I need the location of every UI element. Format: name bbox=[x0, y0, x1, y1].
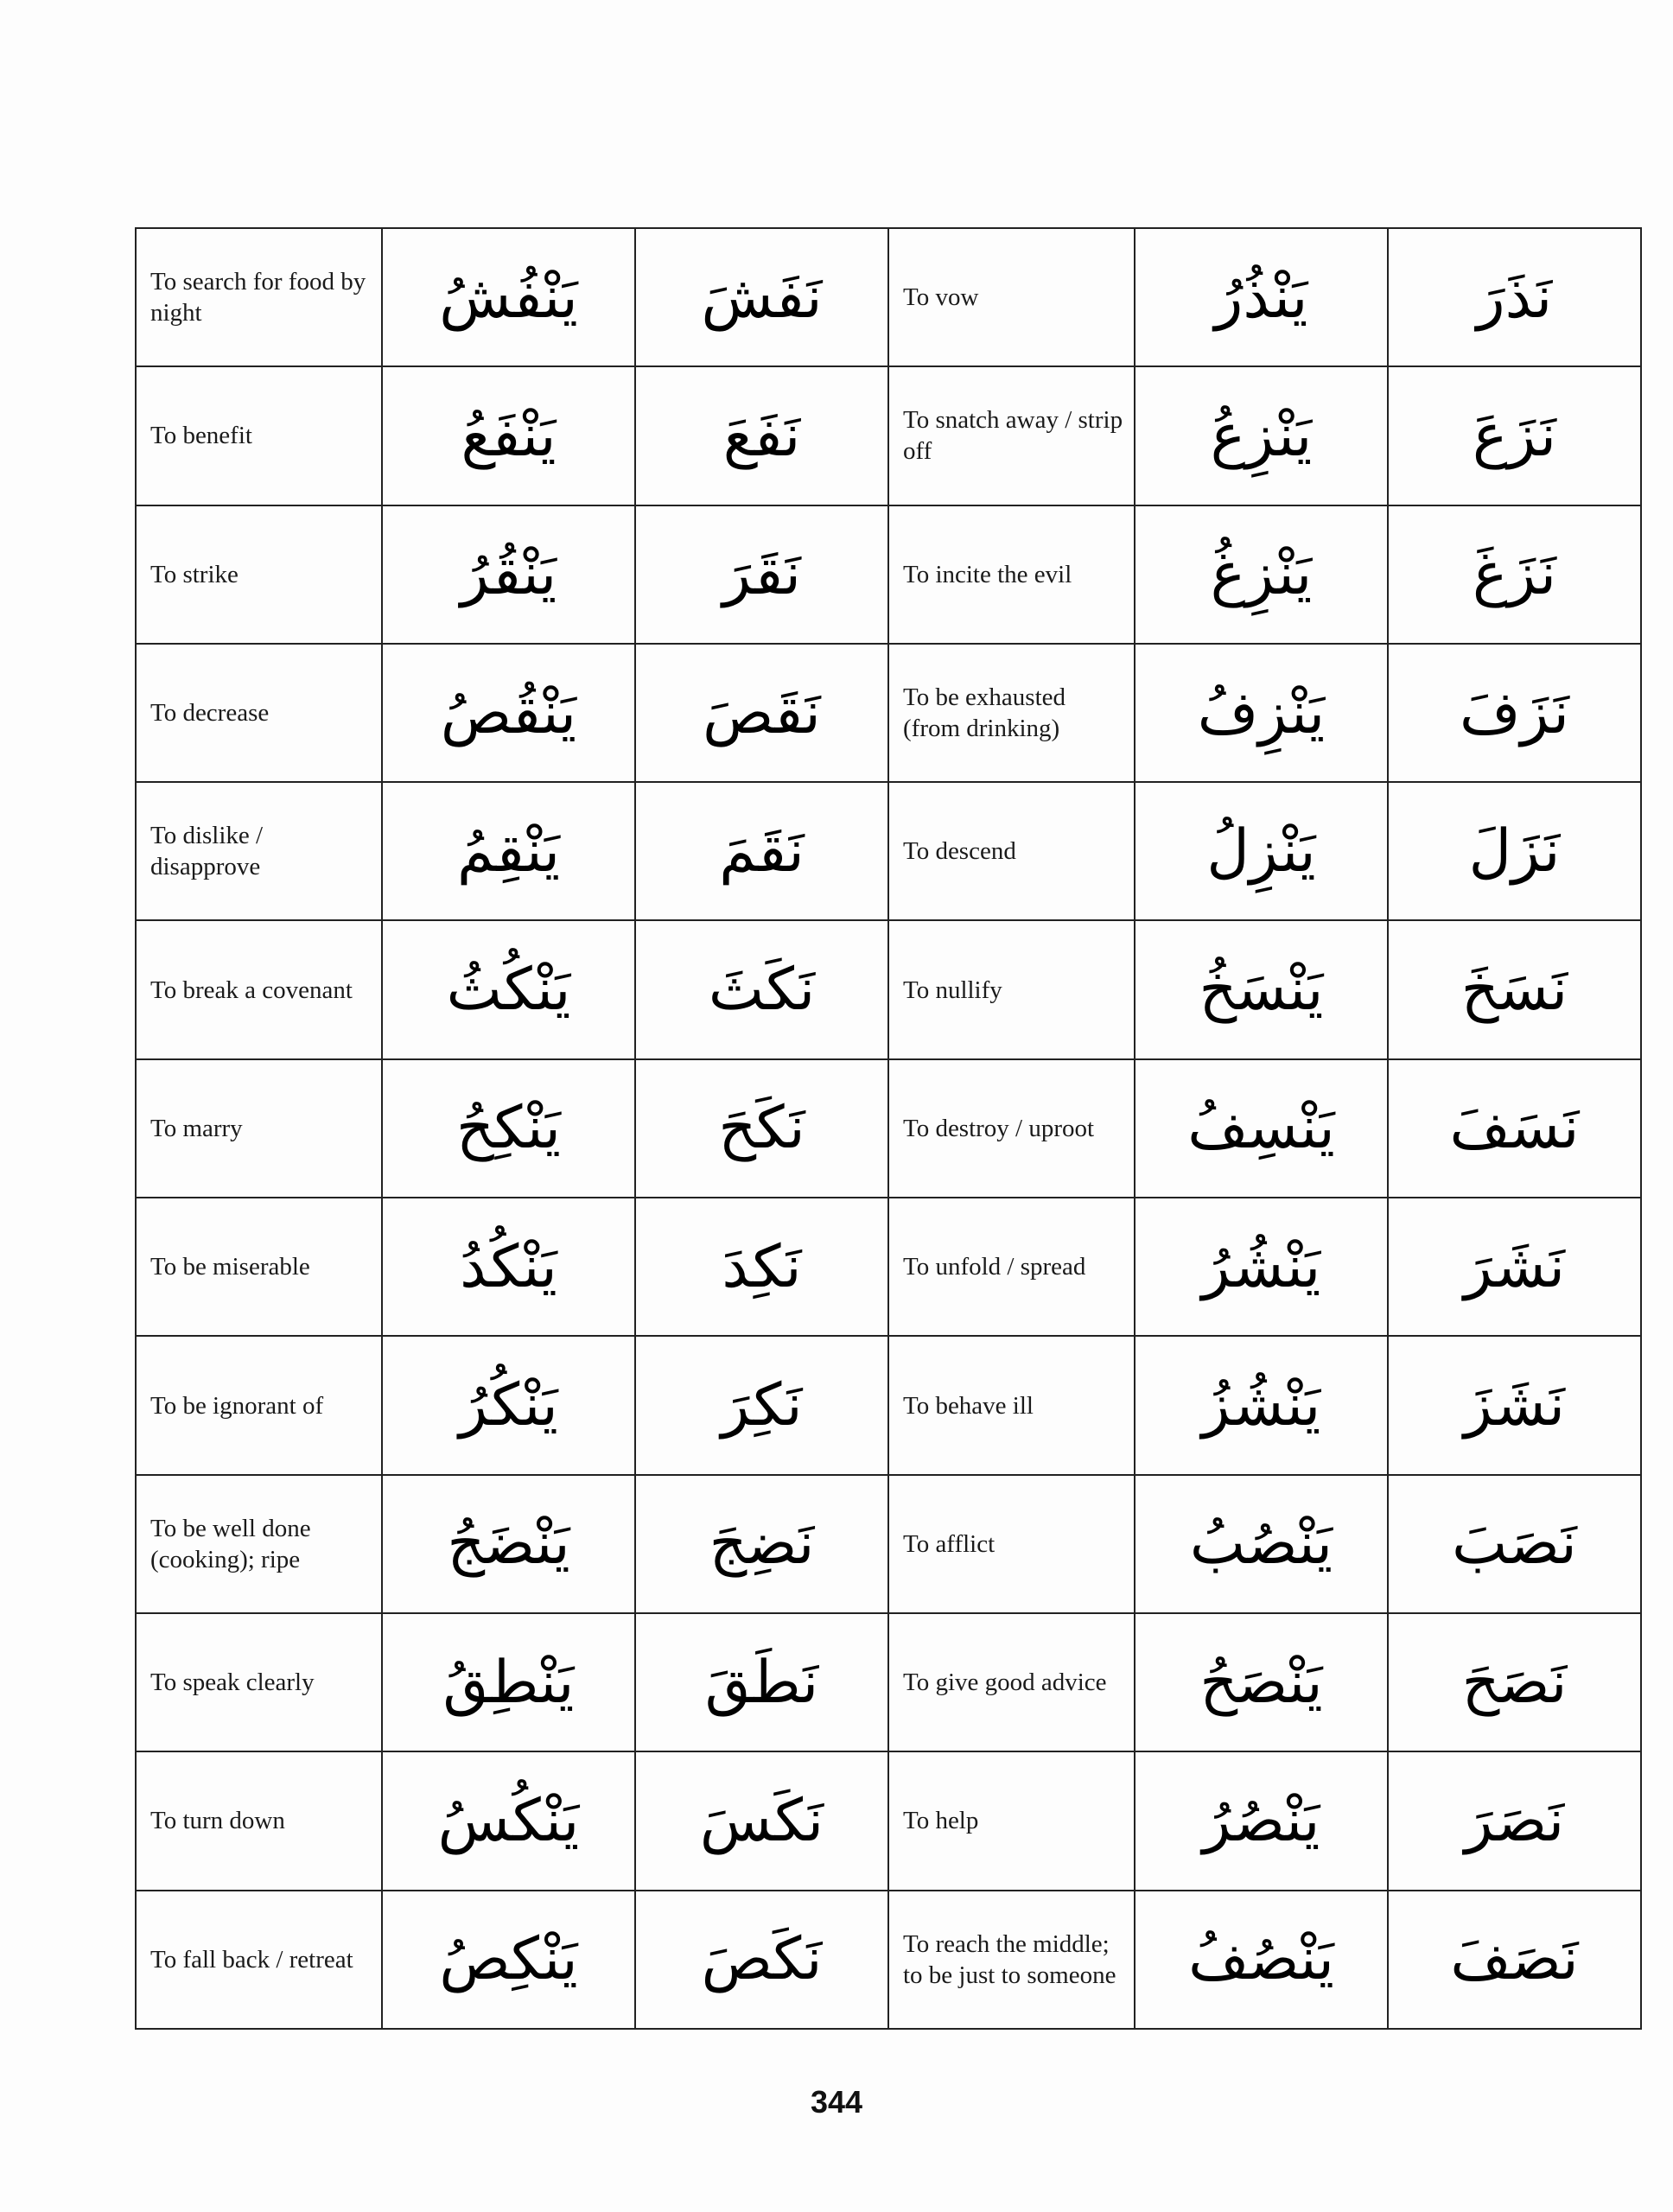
left-english-meaning: To be well done (cooking); ripe bbox=[150, 1514, 311, 1573]
left-past-verb: نَكِدَ bbox=[722, 1232, 802, 1301]
table-row bbox=[136, 366, 1641, 505]
table-row bbox=[136, 505, 1641, 644]
right-past-verb: نَزَفَ bbox=[1460, 678, 1569, 747]
left-imperfect-verb: يَنْكُدُ bbox=[460, 1232, 557, 1301]
left-imperfect-verb-cell bbox=[382, 366, 635, 505]
right-past-verb: نَشَرَ bbox=[1463, 1232, 1566, 1301]
left-imperfect-verb-cell bbox=[382, 1613, 635, 1751]
left-english-meaning-cell bbox=[136, 782, 382, 920]
left-past-verb: نَفَشَ bbox=[701, 263, 823, 332]
left-english-meaning-cell bbox=[136, 920, 382, 1058]
right-imperfect-verb-cell bbox=[1135, 782, 1388, 920]
right-english-meaning: To descend bbox=[903, 837, 1016, 866]
right-imperfect-verb-cell bbox=[1135, 1475, 1388, 1613]
right-past-verb-cell bbox=[1388, 505, 1641, 644]
right-english-meaning: To destroy / uproot bbox=[903, 1114, 1095, 1142]
right-imperfect-verb-cell bbox=[1135, 1336, 1388, 1474]
right-past-verb-cell bbox=[1388, 920, 1641, 1058]
right-english-meaning-cell bbox=[888, 782, 1135, 920]
right-imperfect-verb-cell bbox=[1135, 1891, 1388, 2029]
left-english-meaning-cell bbox=[136, 1751, 382, 1890]
left-imperfect-verb: يَنْفُشُ bbox=[439, 263, 578, 332]
right-imperfect-verb-cell bbox=[1135, 228, 1388, 366]
right-past-verb-cell bbox=[1388, 1059, 1641, 1198]
left-imperfect-verb: يَنْكِصُ bbox=[439, 1925, 578, 1994]
left-english-meaning: To strike bbox=[150, 560, 239, 588]
table-row bbox=[136, 1336, 1641, 1474]
left-past-verb-cell bbox=[635, 920, 888, 1058]
table-row bbox=[136, 644, 1641, 782]
right-imperfect-verb-cell bbox=[1135, 1613, 1388, 1751]
right-english-meaning-cell bbox=[888, 366, 1135, 505]
right-past-verb: نَصَرَ bbox=[1464, 1786, 1565, 1855]
left-english-meaning: To turn down bbox=[150, 1807, 285, 1835]
left-imperfect-verb-cell bbox=[382, 644, 635, 782]
left-imperfect-verb-cell bbox=[382, 505, 635, 644]
left-past-verb-cell bbox=[635, 228, 888, 366]
right-imperfect-verb-cell bbox=[1135, 1059, 1388, 1198]
page-number: 344 bbox=[810, 2084, 863, 2120]
right-past-verb: نَصَحَ bbox=[1461, 1648, 1568, 1717]
left-past-verb-cell bbox=[635, 1059, 888, 1198]
left-english-meaning: To be miserable bbox=[150, 1253, 310, 1281]
left-english-meaning-cell bbox=[136, 644, 382, 782]
left-imperfect-verb-cell bbox=[382, 1059, 635, 1198]
right-english-meaning: To reach the middle; to be just to someone bbox=[903, 1929, 1116, 1989]
left-past-verb-cell bbox=[635, 505, 888, 644]
left-imperfect-verb: يَنْكُسُ bbox=[437, 1786, 580, 1855]
right-imperfect-verb: يَنْزِغُ bbox=[1210, 540, 1313, 609]
right-english-meaning: To afflict bbox=[903, 1529, 996, 1558]
left-imperfect-verb-cell bbox=[382, 228, 635, 366]
left-past-verb-cell bbox=[635, 1475, 888, 1613]
right-imperfect-verb-cell bbox=[1135, 505, 1388, 644]
left-past-verb-cell bbox=[635, 782, 888, 920]
right-imperfect-verb: يَنْصُرُ bbox=[1202, 1786, 1320, 1855]
left-english-meaning: To benefit bbox=[150, 422, 252, 450]
right-english-meaning-cell bbox=[888, 1613, 1135, 1751]
left-imperfect-verb-cell bbox=[382, 1336, 635, 1474]
right-imperfect-verb: يَنْزِلُ bbox=[1206, 817, 1316, 886]
left-english-meaning-cell bbox=[136, 1198, 382, 1336]
table-row bbox=[136, 228, 1641, 366]
table-row bbox=[136, 1613, 1641, 1751]
right-past-verb-cell bbox=[1388, 366, 1641, 505]
left-imperfect-verb: يَنْقُصُ bbox=[440, 678, 577, 747]
right-past-verb-cell bbox=[1388, 644, 1641, 782]
right-english-meaning: To give good advice bbox=[903, 1669, 1107, 1697]
left-past-verb: نَكَسَ bbox=[699, 1786, 824, 1855]
left-past-verb: نَقَرَ bbox=[722, 540, 801, 609]
left-past-verb: نَقَمَ bbox=[719, 817, 805, 886]
right-past-verb-cell bbox=[1388, 1198, 1641, 1336]
left-past-verb-cell bbox=[635, 366, 888, 505]
table-row bbox=[136, 1751, 1641, 1890]
left-imperfect-verb: يَنْكِحُ bbox=[456, 1094, 561, 1163]
left-past-verb-cell bbox=[635, 1613, 888, 1751]
right-past-verb-cell bbox=[1388, 1891, 1641, 2029]
left-imperfect-verb: يَنْقُرُ bbox=[460, 540, 557, 609]
right-past-verb: نَزَغَ bbox=[1472, 540, 1557, 609]
right-imperfect-verb-cell bbox=[1135, 366, 1388, 505]
right-imperfect-verb: يَنْزِفُ bbox=[1197, 678, 1326, 747]
right-imperfect-verb: يَنْصُبُ bbox=[1189, 1510, 1333, 1579]
left-english-meaning: To be ignorant of bbox=[150, 1391, 324, 1420]
left-imperfect-verb-cell bbox=[382, 1891, 635, 2029]
right-past-verb-cell bbox=[1388, 1613, 1641, 1751]
left-english-meaning: To dislike / disapprove bbox=[150, 822, 264, 881]
right-english-meaning-cell bbox=[888, 920, 1135, 1058]
right-english-meaning-cell bbox=[888, 1198, 1135, 1336]
right-english-meaning-cell bbox=[888, 644, 1135, 782]
table-row bbox=[136, 1198, 1641, 1336]
right-past-verb: نَسَفَ bbox=[1449, 1094, 1580, 1163]
right-english-meaning: To help bbox=[903, 1807, 979, 1835]
right-english-meaning: To behave ill bbox=[903, 1391, 1034, 1420]
right-imperfect-verb: يَنْشُرُ bbox=[1201, 1232, 1321, 1301]
left-past-verb-cell bbox=[635, 1198, 888, 1336]
right-past-verb-cell bbox=[1388, 1336, 1641, 1474]
left-english-meaning: To speak clearly bbox=[150, 1669, 315, 1697]
right-english-meaning-cell bbox=[888, 505, 1135, 644]
right-past-verb: نَسَخَ bbox=[1460, 956, 1568, 1025]
right-past-verb: نَصَفَ bbox=[1450, 1925, 1579, 1994]
right-english-meaning-cell bbox=[888, 1891, 1135, 2029]
table-row bbox=[136, 920, 1641, 1058]
left-past-verb: نَفَعَ bbox=[722, 401, 801, 470]
right-imperfect-verb-cell bbox=[1135, 920, 1388, 1058]
left-english-meaning-cell bbox=[136, 505, 382, 644]
verb-table bbox=[135, 227, 1642, 2030]
right-imperfect-verb: يَنْسَخُ bbox=[1199, 956, 1324, 1025]
table-row bbox=[136, 1891, 1641, 2029]
right-imperfect-verb-cell bbox=[1135, 644, 1388, 782]
left-english-meaning-cell bbox=[136, 1336, 382, 1474]
left-imperfect-verb: يَنْقِمُ bbox=[456, 817, 561, 886]
table-row bbox=[136, 1475, 1641, 1613]
left-past-verb-cell bbox=[635, 1751, 888, 1890]
left-english-meaning-cell bbox=[136, 1059, 382, 1198]
right-past-verb-cell bbox=[1388, 1751, 1641, 1890]
right-imperfect-verb-cell bbox=[1135, 1198, 1388, 1336]
left-past-verb: نَكَحَ bbox=[718, 1094, 805, 1163]
left-english-meaning-cell bbox=[136, 1891, 382, 2029]
right-english-meaning: To be exhausted (from drinking) bbox=[903, 683, 1066, 743]
right-imperfect-verb: يَنْصَحُ bbox=[1199, 1648, 1323, 1717]
right-past-verb: نَصَبَ bbox=[1452, 1510, 1577, 1579]
right-imperfect-verb-cell bbox=[1135, 1751, 1388, 1890]
right-past-verb: نَشَزَ bbox=[1463, 1371, 1566, 1440]
left-imperfect-verb: يَنْكُرُ bbox=[459, 1371, 558, 1440]
right-english-meaning-cell bbox=[888, 1059, 1135, 1198]
left-english-meaning-cell bbox=[136, 366, 382, 505]
left-english-meaning-cell bbox=[136, 1613, 382, 1751]
left-imperfect-verb-cell bbox=[382, 1751, 635, 1890]
right-english-meaning: To incite the evil bbox=[903, 560, 1072, 588]
right-english-meaning-cell bbox=[888, 1751, 1135, 1890]
left-english-meaning: To decrease bbox=[150, 699, 270, 728]
left-past-verb: نَكِرَ bbox=[721, 1371, 803, 1440]
right-past-verb-cell bbox=[1388, 228, 1641, 366]
right-past-verb: نَذَرَ bbox=[1476, 263, 1553, 332]
left-english-meaning-cell bbox=[136, 228, 382, 366]
left-imperfect-verb: يَنْطِقُ bbox=[442, 1648, 575, 1717]
left-past-verb-cell bbox=[635, 644, 888, 782]
left-past-verb: نَكَصَ bbox=[701, 1925, 823, 1994]
right-past-verb-cell bbox=[1388, 782, 1641, 920]
left-past-verb: نَضِجَ bbox=[709, 1510, 815, 1579]
left-imperfect-verb-cell bbox=[382, 920, 635, 1058]
left-past-verb: نَكَثَ bbox=[708, 956, 816, 1025]
left-imperfect-verb: يَنْفَعُ bbox=[461, 401, 557, 470]
left-past-verb: نَقَصَ bbox=[703, 678, 821, 747]
left-english-meaning: To marry bbox=[150, 1114, 243, 1142]
left-english-meaning: To break a covenant bbox=[150, 976, 353, 1004]
left-english-meaning-cell bbox=[136, 1475, 382, 1613]
right-english-meaning-cell bbox=[888, 228, 1135, 366]
left-english-meaning: To fall back / retreat bbox=[150, 1945, 353, 1974]
right-past-verb-cell bbox=[1388, 1475, 1641, 1613]
right-imperfect-verb: يَنْصُفُ bbox=[1188, 1925, 1334, 1994]
right-english-meaning-cell bbox=[888, 1475, 1135, 1613]
table-row bbox=[136, 1059, 1641, 1198]
right-english-meaning-cell bbox=[888, 1336, 1135, 1474]
left-english-meaning: To search for food by night bbox=[150, 268, 366, 327]
right-past-verb: نَزَلَ bbox=[1468, 817, 1561, 886]
right-english-meaning: To nullify bbox=[903, 976, 1002, 1004]
left-past-verb: نَطَقَ bbox=[704, 1648, 819, 1717]
left-past-verb-cell bbox=[635, 1336, 888, 1474]
right-imperfect-verb: يَنْشُزُ bbox=[1201, 1371, 1321, 1440]
right-english-meaning: To vow bbox=[903, 283, 979, 312]
right-past-verb: نَزَعَ bbox=[1472, 401, 1557, 470]
right-imperfect-verb: يَنْزِعُ bbox=[1210, 401, 1313, 470]
right-imperfect-verb: يَنْذُرُ bbox=[1214, 263, 1308, 332]
left-imperfect-verb-cell bbox=[382, 782, 635, 920]
right-imperfect-verb: يَنْسِفُ bbox=[1187, 1094, 1335, 1163]
left-imperfect-verb: يَنْكُثُ bbox=[446, 956, 571, 1025]
table-row bbox=[136, 782, 1641, 920]
left-imperfect-verb-cell bbox=[382, 1198, 635, 1336]
verb-table-body bbox=[136, 228, 1641, 2029]
right-english-meaning: To unfold / spread bbox=[903, 1253, 1086, 1281]
left-imperfect-verb: يَنْضَجُ bbox=[447, 1510, 570, 1579]
left-imperfect-verb-cell bbox=[382, 1475, 635, 1613]
left-past-verb-cell bbox=[635, 1891, 888, 2029]
right-english-meaning: To snatch away / strip off bbox=[903, 406, 1123, 466]
